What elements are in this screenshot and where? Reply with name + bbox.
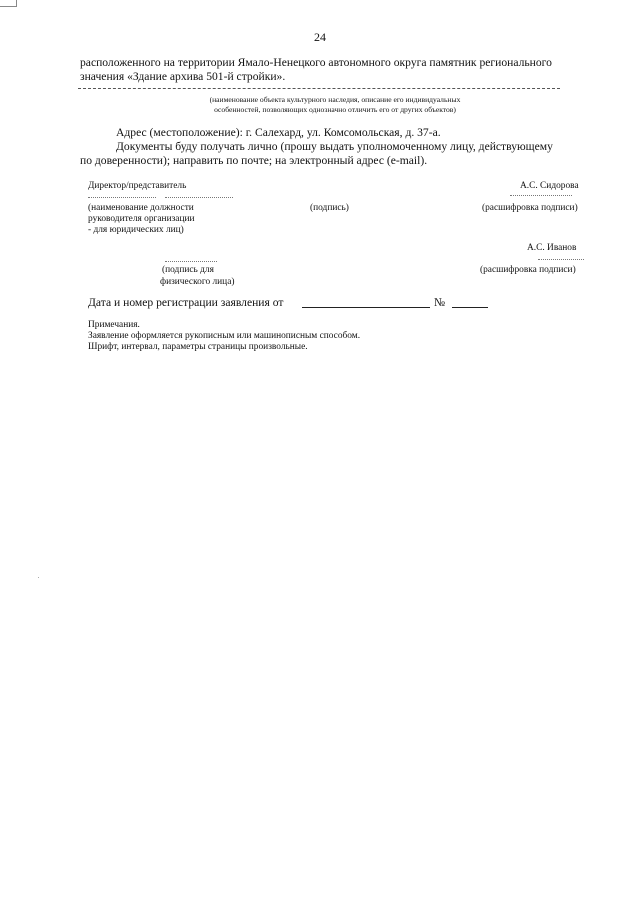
registration-date-field (302, 307, 430, 308)
decoding-caption-1: (расшифровка подписи) (482, 203, 578, 213)
documents-line-2: по доверенности); направить по почте; на электронный адрес (e-mail). (80, 154, 428, 167)
notes-heading: Примечания. (88, 320, 140, 330)
position-line (88, 197, 156, 198)
heritage-caption-line-2: особенностей, позволяющих однозначно отличить его от других объектов) (214, 105, 456, 114)
individual-name: А.С. Иванов (527, 243, 577, 253)
individual-caption-line-1: (подпись для (162, 265, 214, 275)
registration-label: Дата и номер регистрации заявления от (88, 296, 284, 309)
documents-line-1: Документы буду получать лично (прошу выдать уполномоченному лицу, действующему (116, 140, 553, 153)
position-caption-line-3: - для юридических лиц) (88, 225, 184, 235)
scan-corner-mark (0, 0, 17, 7)
position-caption-line-2: руководителя организации (88, 214, 195, 224)
heritage-object-underline (78, 88, 560, 89)
position-caption-line-1: (наименование должности (88, 203, 194, 213)
heritage-object-line-2: значения «Здание архива 501-й стройки». (80, 70, 286, 83)
scan-speck (38, 577, 39, 578)
director-label: Директор/представитель (88, 181, 187, 191)
address-line: Адрес (местоположение): г. Салехард, ул. Комсомольская, д. 37-а. (116, 126, 441, 139)
notes-line-2: Шрифт, интервал, параметры страницы произвольные. (88, 342, 308, 352)
director-name: А.С. Сидорова (520, 181, 579, 191)
registration-number-field (452, 307, 488, 308)
signature-line (165, 197, 233, 198)
individual-caption-line-2: физического лица) (160, 277, 235, 287)
decoding-line-1 (510, 195, 572, 196)
heritage-caption-line-1: (наименование объекта культурного наследия, описание его индивидуальных (209, 95, 461, 104)
page-number: 24 (314, 30, 326, 44)
notes-line-1: Заявление оформляется рукописным или машинописным способом. (88, 331, 361, 341)
heritage-object-line-1: расположенного на территории Ямало-Ненецкого автономного округа памятник регионального (80, 56, 552, 69)
decoding-caption-2: (расшифровка подписи) (480, 265, 576, 275)
signature-caption: (подпись) (310, 203, 349, 213)
decoding-line-2 (538, 259, 584, 260)
registration-number-sign: № (434, 296, 446, 309)
individual-signature-line (165, 261, 217, 262)
